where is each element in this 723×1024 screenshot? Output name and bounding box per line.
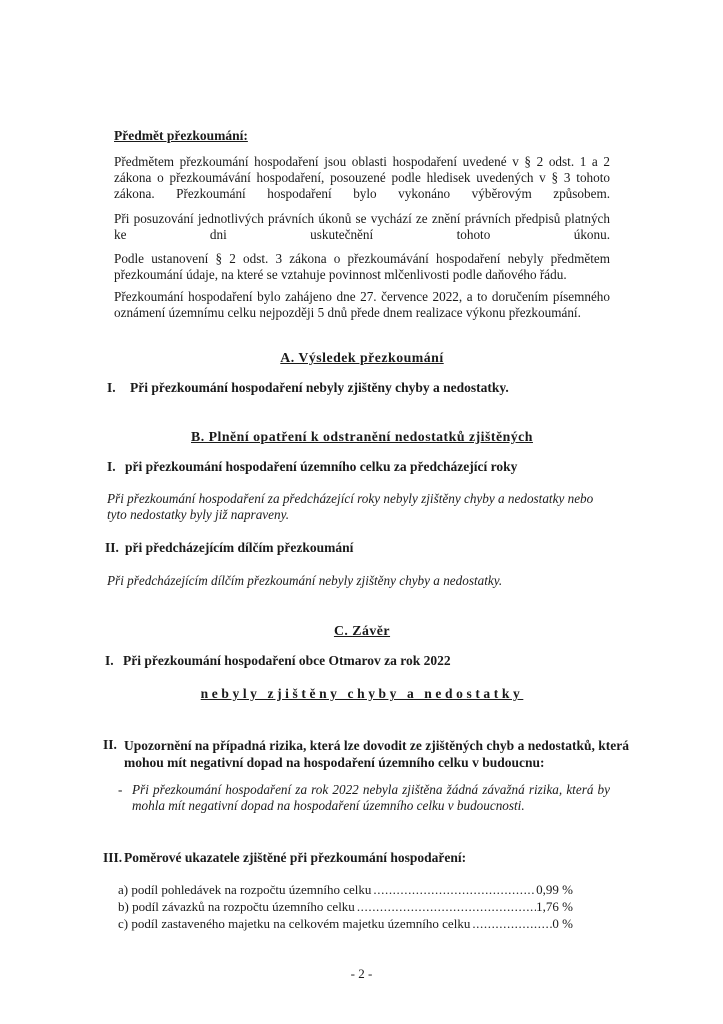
section-a-item-number: I. <box>107 380 116 395</box>
section-a-title: A. Výsledek přezkoumání <box>280 350 444 365</box>
subject-paragraph-3: Podle ustanovení § 2 odst. 3 zákona o přezkoumávání hospodaření nebyly předmětem přezkoumání údaje, na které se vztahuje povinnost mlčenlivosti podle daňového řádu. <box>114 251 610 282</box>
ratio-leader-dots <box>355 899 536 914</box>
ratio-label: b) podíl závazků na rozpočtu územního celku <box>118 899 355 914</box>
ratio-leader-dots <box>470 916 552 931</box>
section-b-item1-detail: Při přezkoumání hospodaření za předcházející roky nebyly zjištěny chyby a nedostatky nebo tyto nedostatky byly již napraveny. <box>107 491 594 522</box>
section-b-item1-number: I. <box>107 459 116 474</box>
section-c-item3-text: Poměrové ukazatele zjištěné při přezkoumání hospodaření: <box>124 850 467 865</box>
section-c-item2-number: II. <box>103 737 117 752</box>
subject-paragraph-4: Přezkoumání hospodaření bylo zahájeno dne 27. července 2022, a to doručením písemného oznámení územnímu celku nejpozději 5 dnů přede dnem realizace výkonu přezkoumání. <box>114 289 610 320</box>
section-c-item1-number: I. <box>105 653 114 668</box>
subject-heading: Předmět přezkoumání: <box>114 128 248 143</box>
page-number: - 2 - <box>350 966 373 981</box>
ratio-value: 1,76 % <box>536 899 573 914</box>
ratio-label: a) podíl pohledávek na rozpočtu územního celku <box>118 882 372 897</box>
section-c-title: C. Závěr <box>333 623 391 638</box>
section-b-item2-number: II. <box>105 540 119 555</box>
ratio-row <box>118 899 573 914</box>
section-c-item2-bullet: - <box>118 782 123 797</box>
section-b-item2-detail: Při předcházejícím dílčím přezkoumání nebyly zjištěny chyby a nedostatky. <box>107 573 503 588</box>
section-c-item2-detail: Při přezkoumání hospodaření za rok 2022 nebyla zjištěna žádná závažná rizika, která by mohla mít negativní dopad na hospodaření územního celku v budoucnosti. <box>132 782 610 813</box>
section-b-item1-text: při přezkoumání hospodaření územního celku za předcházející roky <box>125 459 518 474</box>
section-b-item2-text: při předcházejícím dílčím přezkoumání <box>125 540 354 555</box>
ratio-leader-dots <box>371 882 536 897</box>
subject-paragraph-2: Při posuzování jednotlivých právních úkonů se vychází ze znění právních předpisů platných ke dni uskutečnění tohoto úkonu. <box>114 211 610 242</box>
section-c-item1-text: Při přezkoumání hospodaření obce Otmarov za rok 2022 <box>123 653 451 668</box>
section-a-item-text: Při přezkoumání hospodaření nebyly zjištěny chyby a nedostatky. <box>130 380 509 395</box>
section-c-result: nebyly zjištěny chyby a nedostatky <box>200 686 524 701</box>
ratio-row <box>118 916 573 931</box>
subject-paragraph-1: Předmětem přezkoumání hospodaření jsou oblasti hospodaření uvedené v § 2 odst. 1 a 2 zákona o přezkoumávání hospodaření, posouzené podle hledisek uvedených v § 3 tohoto zákona. Přezkoumání hospodaření bylo vykonáno výběrovým způsobem. <box>114 154 610 201</box>
section-b-title: B. Plnění opatření k odstranění nedostatků zjištěných <box>191 429 533 444</box>
ratio-row <box>118 882 573 897</box>
ratio-value: 0,99 % <box>536 882 573 897</box>
ratio-label: c) podíl zastaveného majetku na celkovém majetku územního celku <box>118 916 471 931</box>
ratio-value: 0 % <box>552 916 573 931</box>
section-c-item2-text: Upozornění na případná rizika, která lze dovodit ze zjištěných chyb a nedostatků, která mohou mít negativní dopad na hospodaření územního celku v budoucnu: <box>124 738 629 770</box>
section-c-item3-number: III. <box>103 850 123 865</box>
